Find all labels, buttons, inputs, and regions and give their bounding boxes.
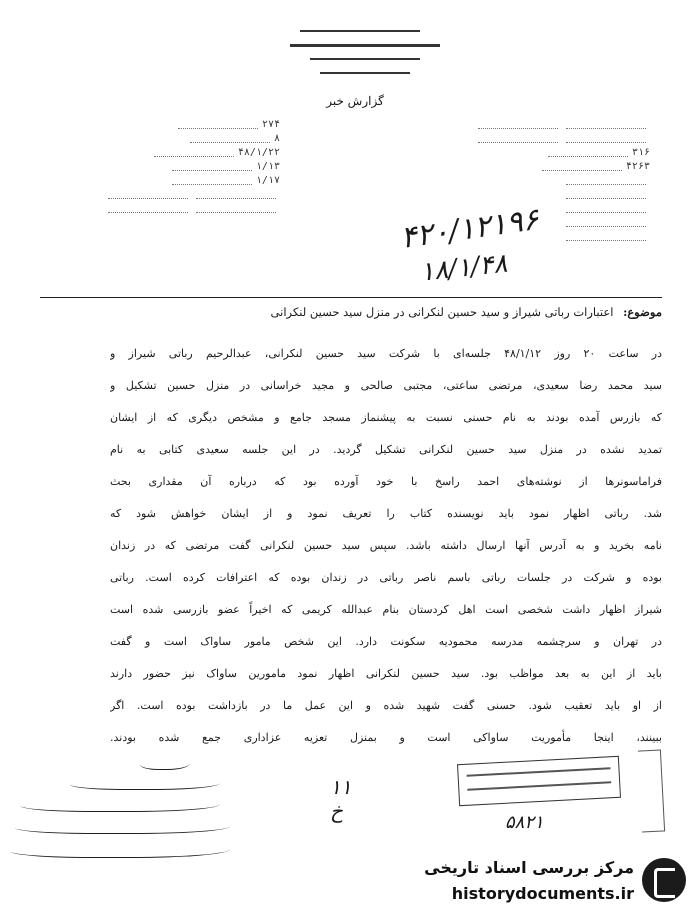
body-line: در ساعت ۲۰ روز ۴۸/۱/۱۲ جلسه‌ای با شرکت سید حسین لنکرانی، عبدالرحیم رباتی شیراز و (110, 347, 662, 360)
report-body (110, 338, 662, 754)
handwritten-note: ۱۱ خ (330, 775, 352, 823)
subject-text: اعتبارات رباتی شیراز و سید حسین لنکرانی در منزل سید حسین لنکرانی (270, 305, 614, 319)
meta-value: ۱/۱۷ (255, 175, 280, 186)
meta-row (40, 174, 280, 188)
subject-label: موضوع: (623, 305, 662, 319)
handwritten-margin-note (10, 755, 235, 870)
meta-row (400, 132, 650, 146)
subject-line (160, 305, 662, 319)
meta-value: ۱/۱۳ (255, 161, 280, 172)
archive-watermark (420, 852, 690, 910)
meta-value: ۴۸/۱/۲۲ (237, 147, 280, 158)
body-line: سید محمد رضا سعیدی، مرتضی ساعتی، مجتبی صالحی و مجید خراسانی در منزل حسین تشکیل و (110, 379, 662, 392)
handwritten-date: ۱۸/۱/۴۸ (418, 248, 509, 288)
body-line: که بازرس آمده بودند به نام حسنی نسبت به پیشنماز مسجد جامع و مشخص دیگری که از ایشان (110, 411, 662, 424)
meta-row (40, 118, 280, 132)
handwritten-number: ۴۲۰/۱۲۱۹۶ (398, 201, 541, 256)
body-line: از او باید تعقیب شود. حسنی گفت شهید شده و این عمل ما در بازداشت بوده است. اگر (110, 699, 662, 712)
watermark-url: historydocuments.ir (451, 884, 634, 903)
meta-row (400, 146, 650, 160)
stamp-bracket (638, 749, 665, 832)
meta-row (400, 188, 650, 202)
report-title: گزارش خبر (326, 94, 384, 108)
body-line: شیراز اظهار داشت شخصی است اهل کردستان بنام عبدالله کریمی که اخیراً عضو بازرسی شده است (110, 603, 662, 616)
meta-left-column (40, 118, 280, 216)
meta-row (400, 118, 650, 132)
handwritten-code: ۵۸۲۱ (505, 812, 544, 833)
meta-value: ۲۷۴ (261, 119, 280, 130)
body-line: فراماسونرها از نوشته‌های احمد راسخ با خود آورده بود که درباره آن مقداری بحث (110, 475, 662, 488)
received-stamp (457, 756, 621, 806)
meta-row (400, 174, 650, 188)
header-divider (40, 297, 662, 298)
body-line: شد. رباتی اظهار نمود باید نویسنده کتاب را تعریف نمود و از ایشان خواهش شود که (110, 507, 662, 520)
header-stamp (280, 20, 450, 82)
meta-value: ۸ (273, 133, 280, 144)
meta-row (40, 188, 280, 202)
body-line: در تهران و سرچشمه مدرسه محمودیه سکونت دارد. این شخص مامور ساواک است و گفت (110, 635, 662, 648)
body-line: بوده و شرکت در جلسات رباتی باسم ناصر رباتی در زندان بوده که اعترافات کرده است. رباتی (110, 571, 662, 584)
meta-value: ۴۲۶۳ (625, 161, 650, 172)
meta-row (400, 160, 650, 174)
meta-value: ۳۱۶ (631, 147, 650, 158)
watermark-title: مرکز بررسی اسناد تاریخی (424, 858, 634, 877)
body-line: ببینند، اینجا مأموریت ساواکی است و بمنزل تعزیه عزاداری جمع شده بودند. (110, 731, 662, 744)
meta-row (40, 146, 280, 160)
meta-row (40, 160, 280, 174)
archive-logo-icon (642, 858, 686, 902)
meta-row (40, 202, 280, 216)
body-line: تمدید نشده در منزل سید حسین لنکرانی تشکیل گردید. در این جلسه سعیدی کتابی به نام (110, 443, 662, 456)
body-line: نامه بخرید و به آدرس آنها ارسال داشته باشد. سپس سید حسین لنکرانی گفت مرتضی که در زندان (110, 539, 662, 552)
body-line: باید از این به بعد مواظب بود. سید حسین لنکرانی اظهار نمود مامورین ساواک نیز حضور دارند (110, 667, 662, 680)
meta-row (40, 132, 280, 146)
